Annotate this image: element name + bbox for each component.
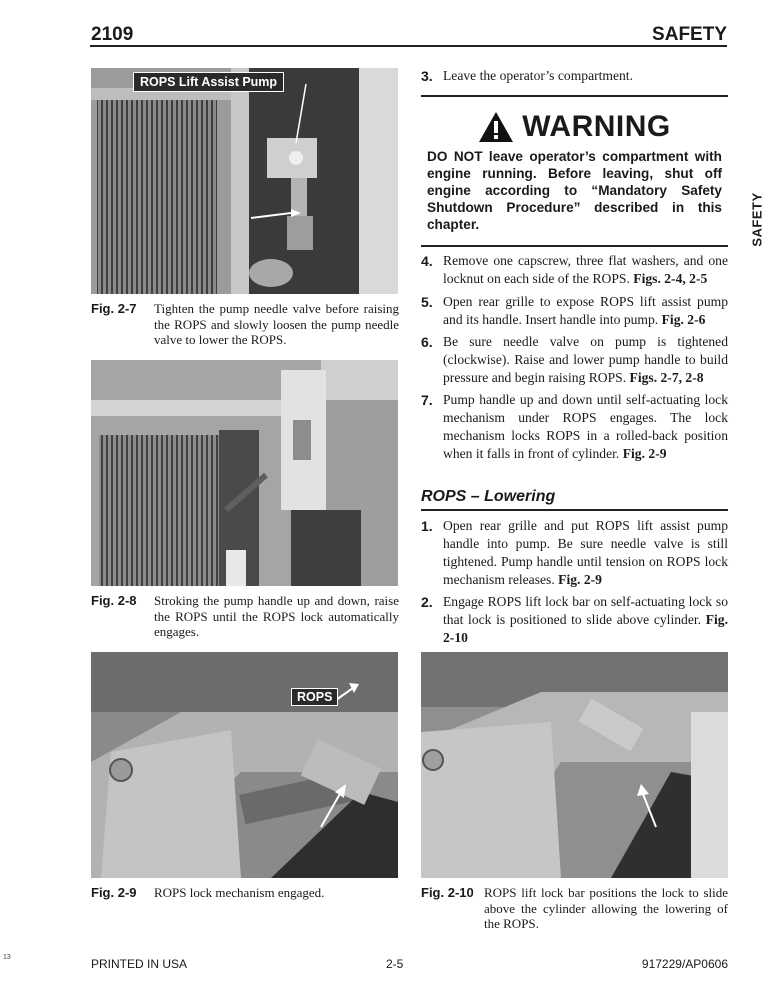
step-figure-ref: Figs. 2-4, 2-5 [633, 271, 708, 286]
step-text: Open rear grille and put ROPS lift assist pump handle into pump. Be sure needle valve is still tightened. Pump handle until tension on ROPS lock mechanism releases. [443, 518, 728, 587]
warning-text: DO NOT leave operator’s compartment with engine running. Before leaving, shut off engine according to “Mandatory Safety Shutdown Procedure” described in this chapter. [427, 149, 722, 232]
warning-top-rule [421, 95, 728, 97]
fig-2-7-photo [91, 68, 398, 294]
warning-triangle-icon [478, 111, 514, 143]
step-number: 4. [421, 253, 433, 269]
step-number: 7. [421, 392, 433, 408]
step-figure-ref: Fig. 2-10 [443, 612, 728, 645]
step-text: Leave the operator’s compartment. [443, 68, 633, 83]
lowering-step-2 [421, 593, 728, 647]
side-tab-label: SAFETY [749, 191, 765, 247]
fig-2-8-caption: Stroking the pump handle up and down, raise the ROPS until the ROPS lock automatically engages. [154, 593, 399, 639]
step-5 [421, 293, 728, 329]
step-text: Engage ROPS lift lock bar on self-actuating lock so that lock is positioned to slide above cylinder. [443, 594, 728, 627]
footer-docnum: 917229/AP0606 [641, 957, 728, 971]
step-3 [421, 67, 728, 85]
step-text: Open rear grille to expose ROPS lift assist pump and its handle. Insert handle into pump. [443, 294, 728, 327]
warning-bottom-rule [421, 245, 728, 247]
fig-2-10-caption: ROPS lift lock bar positions the lock to slide above the cylinder allowing the lowering of the ROPS. [484, 885, 728, 931]
fig-2-9-caption: ROPS lock mechanism engaged. [154, 885, 325, 900]
step-number: 5. [421, 294, 433, 310]
fig-2-7-caption: Tighten the pump needle valve before raising the ROPS and slowly loosen the pump needle valve to lower the ROPS. [154, 301, 399, 347]
step-figure-ref: Figs. 2-7, 2-8 [629, 370, 704, 385]
fig-2-10-photo [421, 652, 728, 878]
callout-rops-lift-assist-pump: ROPS Lift Assist Pump [133, 72, 284, 92]
step-figure-ref: Fig. 2-9 [558, 572, 602, 587]
section-title: SAFETY [652, 24, 727, 45]
step-number: 3. [421, 68, 433, 84]
warning-title-row [421, 110, 728, 144]
section-heading-rops-lowering: ROPS – Lowering [421, 488, 556, 505]
side-tab [746, 176, 768, 262]
step-4 [421, 252, 728, 288]
step-number: 1. [421, 518, 433, 534]
callout-rops: ROPS [291, 688, 338, 706]
page-number: 2109 [91, 24, 134, 45]
fig-2-9-label: Fig. 2-9 [91, 885, 137, 900]
footer-left: PRINTED IN USA [91, 957, 188, 971]
step-7 [421, 391, 728, 463]
step-number: 2. [421, 594, 433, 610]
fig-2-9-photo [91, 652, 398, 878]
fig-2-8-label: Fig. 2-8 [91, 593, 137, 608]
header-rule [90, 45, 727, 47]
fig-2-8-photo [91, 360, 398, 586]
step-number: 6. [421, 334, 433, 350]
fig-2-7-label: Fig. 2-7 [91, 301, 137, 316]
step-text: Remove one capscrew, three flat washers, and one locknut on each side of the ROPS. [443, 253, 728, 286]
step-6 [421, 333, 728, 387]
lowering-step-1 [421, 517, 728, 589]
step-text: Be sure needle valve on pump is tightened (clockwise). Raise and lower pump handle to build pressure and begin raising ROPS. [443, 334, 728, 385]
step-figure-ref: Fig. 2-9 [622, 446, 667, 461]
step-text: Pump handle up and down until self-actuating lock mechanism under ROPS engages. The lock mechanism locks ROPS in a rolled-back position when it falls in front of cylinder. [443, 392, 728, 461]
fig-2-10-label: Fig. 2-10 [421, 885, 474, 900]
footer-page: 2-5 [386, 957, 404, 971]
step-figure-ref: Fig. 2-6 [661, 312, 706, 327]
warning-title: WARNING [522, 110, 671, 143]
section-rule [421, 509, 728, 511]
margin-mark: 13 [3, 954, 11, 961]
